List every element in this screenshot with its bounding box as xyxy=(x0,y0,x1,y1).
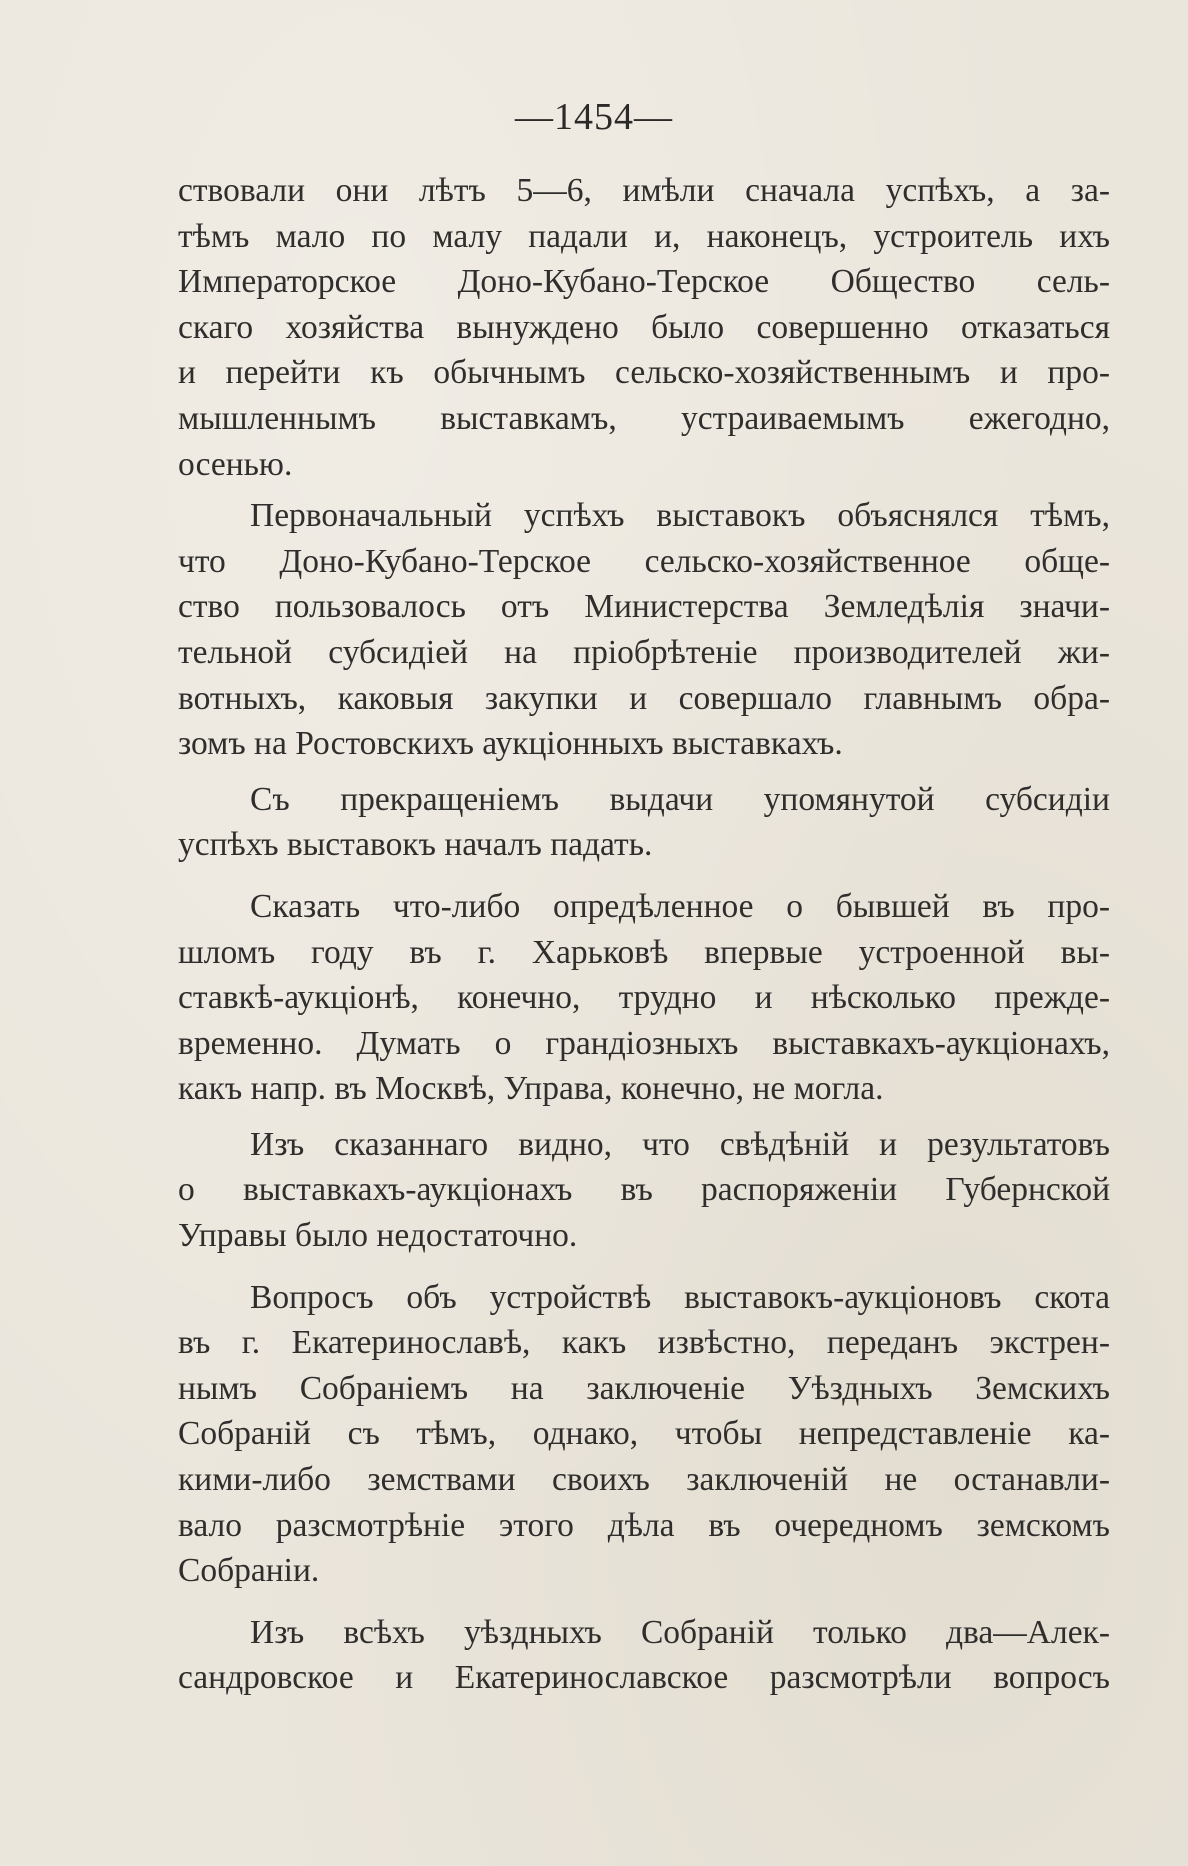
text-line: Первоначальный успѣхъ выставокъ объяснялся тѣмъ, xyxy=(250,497,1110,535)
text-line: мышленнымъ выставкамъ, устраиваемымъ ежегодно, xyxy=(178,399,1110,437)
text-line: тельной субсидіей на пріобрѣтеніе производителей жи- xyxy=(178,633,1110,671)
paragraph-3 xyxy=(178,777,1110,868)
text-line: Вопросъ объ устройствѣ выставокъ-аукціоновъ скота xyxy=(250,1278,1110,1316)
text-line: Управы было недостаточно. xyxy=(178,1217,578,1255)
page-number: —1454— xyxy=(515,96,673,138)
paragraph-5 xyxy=(178,1122,1110,1259)
text-line: кими-либо земствами своихъ заключеній не останавли- xyxy=(178,1461,1110,1499)
text-line: какъ напр. въ Москвѣ, Управа, конечно, не могла. xyxy=(178,1070,884,1108)
text-line: временно. Думать о грандіозныхъ выставкахъ-аукціонахъ, xyxy=(178,1024,1110,1062)
text-line: Собраній съ тѣмъ, однако, чтобы непредставленіе ка- xyxy=(178,1415,1110,1453)
text-line: Изъ сказаннаго видно, что свѣдѣній и результатовъ xyxy=(250,1125,1110,1163)
text-line: вало разсмотрѣніе этого дѣла въ очередномъ земскомъ xyxy=(178,1506,1110,1544)
text-line: вотныхъ, каковыя закупки и совершало главнымъ обра- xyxy=(178,679,1110,717)
text-line: нымъ Собраніемъ на заключеніе Уѣздныхъ Земскихъ xyxy=(178,1369,1110,1407)
text-line: о выставкахъ-аукціонахъ въ распоряженіи Губернской xyxy=(178,1171,1110,1209)
text-line: шломъ году въ г. Харьковѣ впервые устроенной вы- xyxy=(178,933,1110,971)
paragraph-1 xyxy=(178,168,1110,487)
text-line: зомъ на Ростовскихъ аукціонныхъ выставкахъ. xyxy=(178,725,843,763)
paragraph-6 xyxy=(178,1275,1110,1594)
paragraph-7 xyxy=(178,1610,1110,1701)
text-line: Съ прекращеніемъ выдачи упомянутой субсидіи xyxy=(250,780,1110,818)
text-line: и перейти къ обычнымъ сельско-хозяйственнымъ и про- xyxy=(178,354,1110,392)
text-line: Сказать что-либо опредѣленное о бывшей въ про- xyxy=(250,887,1110,925)
text-line: скаго хозяйства вынуждено было совершенно отказаться xyxy=(178,308,1110,346)
text-line: Собраніи. xyxy=(178,1552,320,1590)
text-line: ство пользовалось отъ Министерства Земледѣлія значи- xyxy=(178,588,1110,626)
text-line: осенью. xyxy=(178,445,293,483)
text-line: ствовали они лѣтъ 5—6, имѣли сначала успѣхъ, а за- xyxy=(178,172,1110,209)
paragraph-2 xyxy=(178,493,1110,767)
text-line: успѣхъ выставокъ началъ падать. xyxy=(178,826,653,864)
text-line: Изъ всѣхъ уѣздныхъ Собраній только два—Алек- xyxy=(250,1613,1110,1651)
text-line: что Доно-Кубано-Терское сельско-хозяйственное обще- xyxy=(178,542,1110,580)
body-text xyxy=(178,168,1110,1701)
text-line: ставкѣ-аукціонѣ, конечно, трудно и нѣсколько прежде- xyxy=(178,979,1110,1017)
text-line: въ г. Екатеринославѣ, какъ извѣстно, переданъ экстрен- xyxy=(178,1324,1110,1362)
paragraph-4 xyxy=(178,884,1110,1112)
text-line: тѣмъ мало по малу падали и, наконецъ, устроитель ихъ xyxy=(178,217,1110,255)
text-line: Императорское Доно-Кубано-Терское Общество сель- xyxy=(178,263,1110,301)
text-line: сандровское и Екатеринославское разсмотрѣли вопросъ xyxy=(178,1659,1110,1697)
